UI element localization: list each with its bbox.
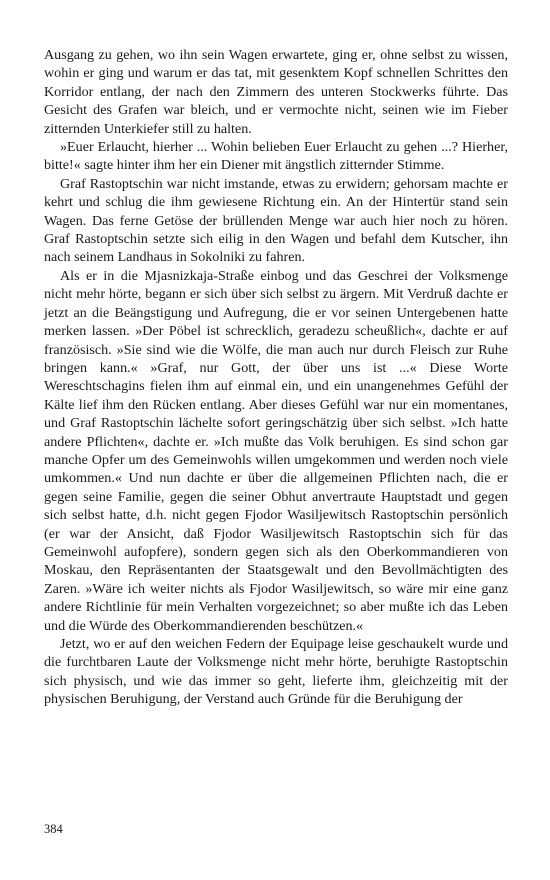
body-text	[44, 46, 508, 709]
page-number: 384	[44, 822, 63, 836]
paragraph-continuation: Ausgang zu gehen, wo ihn sein Wagen erwartete, ging er, ohne selbst zu wissen, wohin er ging und warum er das tat, mit gesenktem Kopf schnellen Schrittes den Korridor entlang, der nach den Zimmern des unteren Stockwerks führte. Das Gesicht des Grafen war bleich, und er vermochte nicht, seinen wie im Fieber zitternden Unterkiefer still zu halten.	[44, 47, 508, 137]
paragraph-calming: Jetzt, wo er auf den weichen Federn der Equipage leise geschaukelt wurde und die furchtbaren Laute der Volksmenge nicht mehr hörte, beruhigte Rastoptschin sich physisch, und wie das immer so geht, lieferte ihm, gleichzeitig mit der physischen Beruhigung, der Verstand auch Gründe für die Beruhigung der	[44, 636, 508, 708]
paragraph-carriage: Graf Rastoptschin war nicht imstande, etwas zu erwidern; gehorsam machte er kehrt und schlug die ihm gewiesene Richtung ein. An der Hintertür stand sein Wagen. Das ferne Getöse der brüllenden Menge war auch hier noch zu hören. Graf Rastoptschin setzte sich eilig in den Wagen und befahl dem Kutscher, ihn nach seinem Landhaus in Sokolniki zu fahren.	[44, 175, 508, 266]
paragraph-reflection: Als er in die Mjasnizkaja-Straße einbog und das Geschrei der Volksmenge nicht mehr hörte, begann er sich über sich selbst zu ärgern. Mit Verdruß dachte er jetzt an die Beängstigung und Aufregung, die er vor seinen Untergebenen hatte merken lassen. »Der Pöbel ist schrecklich, geradezu scheußlich«, dachte er auf französisch. »Sie sind wie die Wölfe, die man auch nur durch Fleisch zur Ruhe bringen kann.« »Graf, nur Gott, der über uns ist ...« Diese Worte Wereschtschagins fielen ihm auf einmal ein, und ein unangenehmes Gefühl der Kälte lief ihm den Rücken entlang. Aber dieses Gefühl war nur ein momentanes, und Graf Rastoptschin lächelte sofort geringschätzig über sich selbst. »Ich hatte andere Pflichten«, dachte er. »Ich mußte das Volk beruhigen. Es sind schon gar manche Opfer um des Gemeinwohls willen umgekommen und werden noch viele umkommen.« Und nun dachte er über die allgemeinen Pflichten nach, die er gegen seine Familie, gegen die seiner Obhut anvertraute Hauptstadt und gegen sich selbst hatte, d.h. nicht gegen Fjodor Wasiljewitsch Rastoptschin persönlich (er war der Ansicht, daß Fjodor Wasiljewitsch Rastoptschin sich für das Gemeinwohl aufopfere), sondern gegen sich als den Oberkommandieren von Moskau, den Repräsentanten der Staatsgewalt und den Bevollmächtigten des Zaren. »Wäre ich weiter nichts als Fjodor Wasiljewitsch, so wäre mir eine ganz andere Richtlinie für mein Verhalten vorgezeichnet; so aber mußte ich das Leben und die Würde des Oberkommandierenden beschützen.«	[44, 267, 508, 634]
paragraph-servant-speech: »Euer Erlaucht, hierher ... Wohin belieben Euer Erlaucht zu gehen ...? Hierher, bitte!« sagte hinter ihm her ein Diener mit ängstlich zitternder Stimme.	[44, 139, 508, 174]
